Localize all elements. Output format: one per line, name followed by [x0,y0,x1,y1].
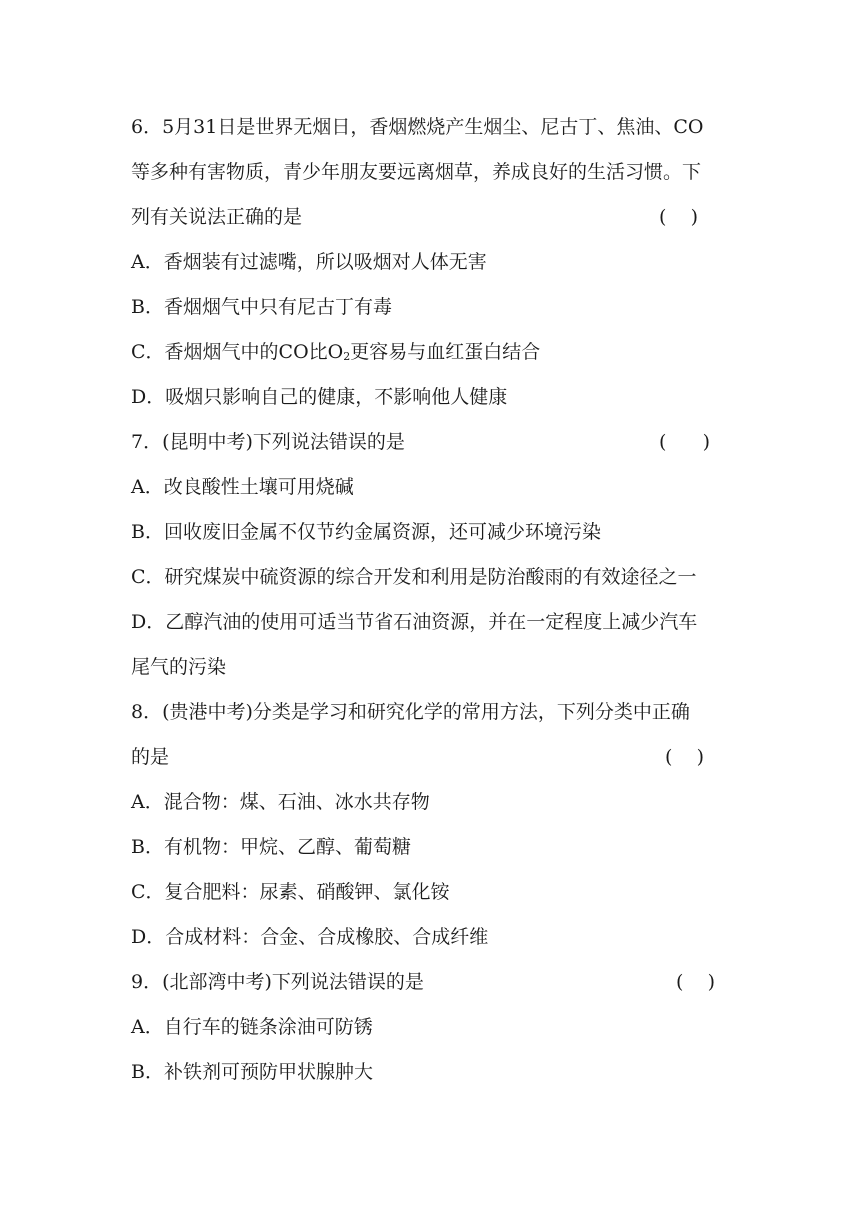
question-8-option-d: D．合成材料：合金、合成橡胶、合成纤维 [131,926,489,948]
question-9-answer-paren: ( ) [676,971,715,993]
question-7-option-d-line-1: D．乙醇汽油的使用可适当节省石油资源，并在一定程度上减少汽车 [131,611,698,633]
question-6-option-c-text: C．香烟烟气中的CO比O [131,341,344,363]
question-8-line-2: 的是 [131,746,170,768]
question-8-option-a: A．混合物：煤、石油、冰水共存物 [131,791,430,813]
question-7-option-c: C．研究煤炭中硫资源的综合开发和利用是防治酸雨的有效途径之一 [131,566,697,588]
question-6-option-d: D．吸烟只影响自己的健康，不影响他人健康 [131,386,508,408]
question-7-option-a: A．改良酸性土壤可用烧碱 [131,476,354,498]
question-9-line-1: 9．(北部湾中考)下列说法错误的是 [131,971,424,993]
question-8-option-b: B．有机物：甲烷、乙醇、葡萄糖 [131,836,411,858]
question-8-line-1: 8．(贵港中考)分类是学习和研究化学的常用方法，下列分类中正确 [131,701,690,723]
question-7-option-b: B．回收废旧金属不仅节约金属资源，还可减少环境污染 [131,521,601,543]
question-6-line-3: 列有关说法正确的是 [131,206,303,228]
question-6-line-1: 6．5月31日是世界无烟日，香烟燃烧产生烟尘、尼古丁、焦油、CO [131,116,704,138]
question-6-option-a: A．香烟装有过滤嘴，所以吸烟对人体无害 [131,251,487,273]
question-6-answer-paren: ( ) [659,206,698,228]
question-7-answer-paren: ( ) [659,431,711,453]
question-9-option-a: A．自行车的链条涂油可防锈 [131,1016,373,1038]
question-7-option-d-line-2: 尾气的污染 [131,656,227,678]
question-8-option-c: C．复合肥料：尿素、硝酸钾、氯化铵 [131,881,450,903]
question-6-line-2: 等多种有害物质，青少年朋友要远离烟草，养成良好的生活习惯。下 [131,161,702,183]
question-6-option-c-text-rest: 更容易与血红蛋白结合 [350,341,541,363]
question-7-line-1: 7．(昆明中考)下列说法错误的是 [131,431,405,453]
question-6-option-b: B．香烟烟气中只有尼古丁有毒 [131,296,392,318]
question-6-option-c-subscript: 2 [343,350,351,363]
question-8-answer-paren: ( ) [665,746,704,768]
question-9-option-b: B．补铁剂可预防甲状腺肿大 [131,1061,373,1083]
question-6-option-c [131,340,731,369]
